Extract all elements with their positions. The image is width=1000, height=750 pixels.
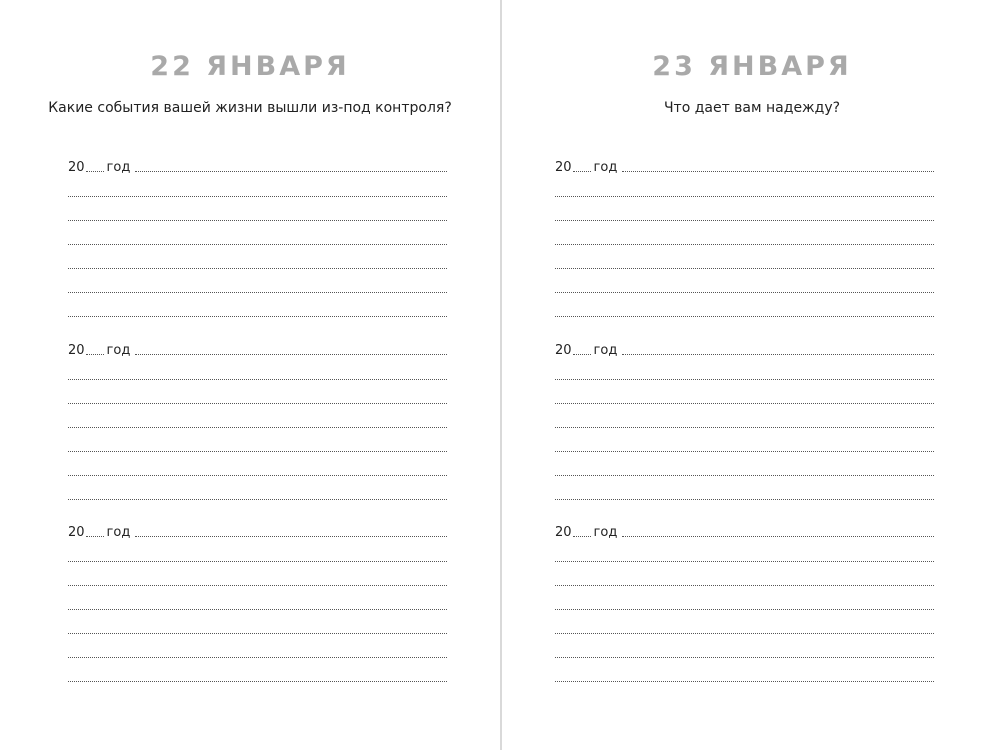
writing-line[interactable] (555, 244, 934, 245)
writing-line[interactable] (555, 499, 934, 500)
writing-line[interactable] (68, 427, 447, 428)
writing-line[interactable] (135, 536, 447, 537)
writing-line[interactable] (68, 316, 447, 317)
writing-line[interactable] (68, 475, 447, 476)
writing-line[interactable] (555, 316, 934, 317)
writing-line[interactable] (555, 633, 934, 634)
writing-line[interactable] (68, 633, 447, 634)
entry-header (68, 160, 447, 174)
writing-line[interactable] (68, 609, 447, 610)
year-fill-blank[interactable] (86, 536, 104, 537)
writing-line[interactable] (555, 196, 934, 197)
writing-line[interactable] (68, 292, 447, 293)
year-fill-blank[interactable] (573, 536, 591, 537)
entry-header (68, 343, 447, 357)
year-prefix: 20 (68, 525, 85, 540)
writing-line[interactable] (135, 171, 447, 172)
writing-line[interactable] (68, 244, 447, 245)
writing-line[interactable] (68, 379, 447, 380)
year-entry (555, 160, 934, 316)
year-fill-blank[interactable] (573, 354, 591, 355)
writing-line[interactable] (555, 220, 934, 221)
writing-line[interactable] (68, 196, 447, 197)
writing-line[interactable] (68, 220, 447, 221)
page-right (502, 0, 1000, 750)
writing-line[interactable] (622, 171, 934, 172)
writing-line[interactable] (68, 499, 447, 500)
entry-header (555, 160, 934, 174)
year-word: год (593, 160, 618, 175)
year-word: год (593, 525, 618, 540)
year-prefix: 20 (68, 160, 85, 175)
writing-line[interactable] (68, 403, 447, 404)
year-entry (68, 160, 447, 316)
writing-line[interactable] (555, 427, 934, 428)
year-word: год (106, 160, 131, 175)
year-prefix: 20 (555, 160, 572, 175)
writing-line[interactable] (555, 403, 934, 404)
writing-line[interactable] (135, 354, 447, 355)
writing-line[interactable] (68, 657, 447, 658)
writing-line[interactable] (68, 561, 447, 562)
writing-line[interactable] (555, 657, 934, 658)
writing-line[interactable] (555, 451, 934, 452)
year-prefix: 20 (68, 343, 85, 358)
writing-line[interactable] (555, 379, 934, 380)
year-entry (68, 343, 447, 499)
writing-line[interactable] (68, 451, 447, 452)
year-entry (555, 525, 934, 681)
writing-line[interactable] (555, 681, 934, 682)
year-word: год (106, 525, 131, 540)
year-prefix: 20 (555, 343, 572, 358)
writing-line[interactable] (68, 268, 447, 269)
writing-line[interactable] (622, 536, 934, 537)
writing-line[interactable] (68, 681, 447, 682)
entry-header (68, 525, 447, 539)
page-question: Что дает вам надежду? (663, 100, 841, 116)
writing-line[interactable] (555, 609, 934, 610)
writing-line[interactable] (555, 585, 934, 586)
year-entry (555, 343, 934, 499)
writing-line[interactable] (555, 561, 934, 562)
year-fill-blank[interactable] (86, 354, 104, 355)
year-entry (68, 525, 447, 681)
entry-header (555, 525, 934, 539)
writing-line[interactable] (622, 354, 934, 355)
page-date-title: 23 ЯНВАРЯ (652, 51, 852, 82)
year-word: год (593, 343, 618, 358)
year-word: год (106, 343, 131, 358)
writing-line[interactable] (68, 585, 447, 586)
year-prefix: 20 (555, 525, 572, 540)
year-fill-blank[interactable] (573, 171, 591, 172)
writing-line[interactable] (555, 475, 934, 476)
entry-header (555, 343, 934, 357)
writing-line[interactable] (555, 292, 934, 293)
page-date-title: 22 ЯНВАРЯ (150, 51, 350, 82)
year-fill-blank[interactable] (86, 171, 104, 172)
writing-line[interactable] (555, 268, 934, 269)
page-question: Какие события вашей жизни вышли из-под контроля? (48, 100, 452, 116)
